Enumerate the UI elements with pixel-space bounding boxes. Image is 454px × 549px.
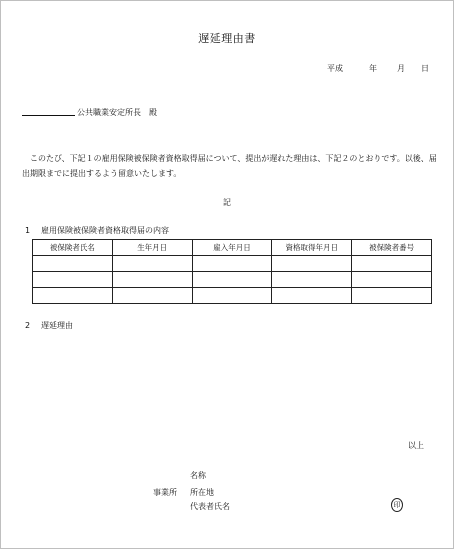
table-cell[interactable] <box>352 288 432 304</box>
table-cell[interactable] <box>33 272 113 288</box>
ki-heading: 記 <box>223 198 231 207</box>
addressee: 公共職業安定所長 殿 <box>77 108 157 117</box>
date-era: 平成 <box>327 64 343 73</box>
date-month-label: 月 <box>397 64 405 73</box>
section-2-title: 遅延理由 <box>41 321 73 330</box>
table-cell[interactable] <box>112 272 192 288</box>
section-2-number: 2 <box>25 321 31 330</box>
table-header-cell: 生年月日 <box>112 240 192 256</box>
seal-mark: 印 <box>391 498 403 512</box>
signature-address-label: 所在地 <box>190 488 214 497</box>
section-1-number: 1 <box>25 226 31 235</box>
table-header-cell: 資格取得年月日 <box>272 240 352 256</box>
table-header-cell: 雇入年月日 <box>192 240 272 256</box>
table-cell[interactable] <box>272 272 352 288</box>
table-cell[interactable] <box>272 288 352 304</box>
insured-table <box>32 239 432 304</box>
date-day-label: 日 <box>421 64 429 73</box>
section-1-heading <box>25 225 169 236</box>
table-cell[interactable] <box>192 288 272 304</box>
table-header-row <box>33 240 432 256</box>
section-2-heading <box>25 320 73 331</box>
table-cell[interactable] <box>192 256 272 272</box>
table-row <box>33 256 432 272</box>
table-cell[interactable] <box>112 288 192 304</box>
table-cell[interactable] <box>272 256 352 272</box>
signature-name-label: 名称 <box>190 471 206 480</box>
signature-representative-label: 代表者氏名 <box>190 502 230 511</box>
table-cell[interactable] <box>112 256 192 272</box>
date-year-label: 年 <box>369 64 377 73</box>
table-cell[interactable] <box>33 256 113 272</box>
table-row <box>33 288 432 304</box>
body-paragraph: このたび、下記１の雇用保険被保険者資格取得届について、提出が遅れた理由は、下記２のとおりです。以後、届出期限までに提出するよう留意いたします。 <box>22 154 437 178</box>
table-cell[interactable] <box>352 256 432 272</box>
table-header-cell: 被保険者番号 <box>352 240 432 256</box>
signature-office-label: 事業所 <box>153 488 177 497</box>
table-row <box>33 272 432 288</box>
closing-ijo: 以上 <box>408 441 424 450</box>
section-1-title: 雇用保険被保険者資格取得届の内容 <box>41 226 169 235</box>
table-cell[interactable] <box>33 288 113 304</box>
table-cell[interactable] <box>352 272 432 288</box>
table-cell[interactable] <box>192 272 272 288</box>
table-header-cell: 被保険者氏名 <box>33 240 113 256</box>
document-title: 遅延理由書 <box>198 32 256 45</box>
addressee-blank-line <box>22 115 75 116</box>
